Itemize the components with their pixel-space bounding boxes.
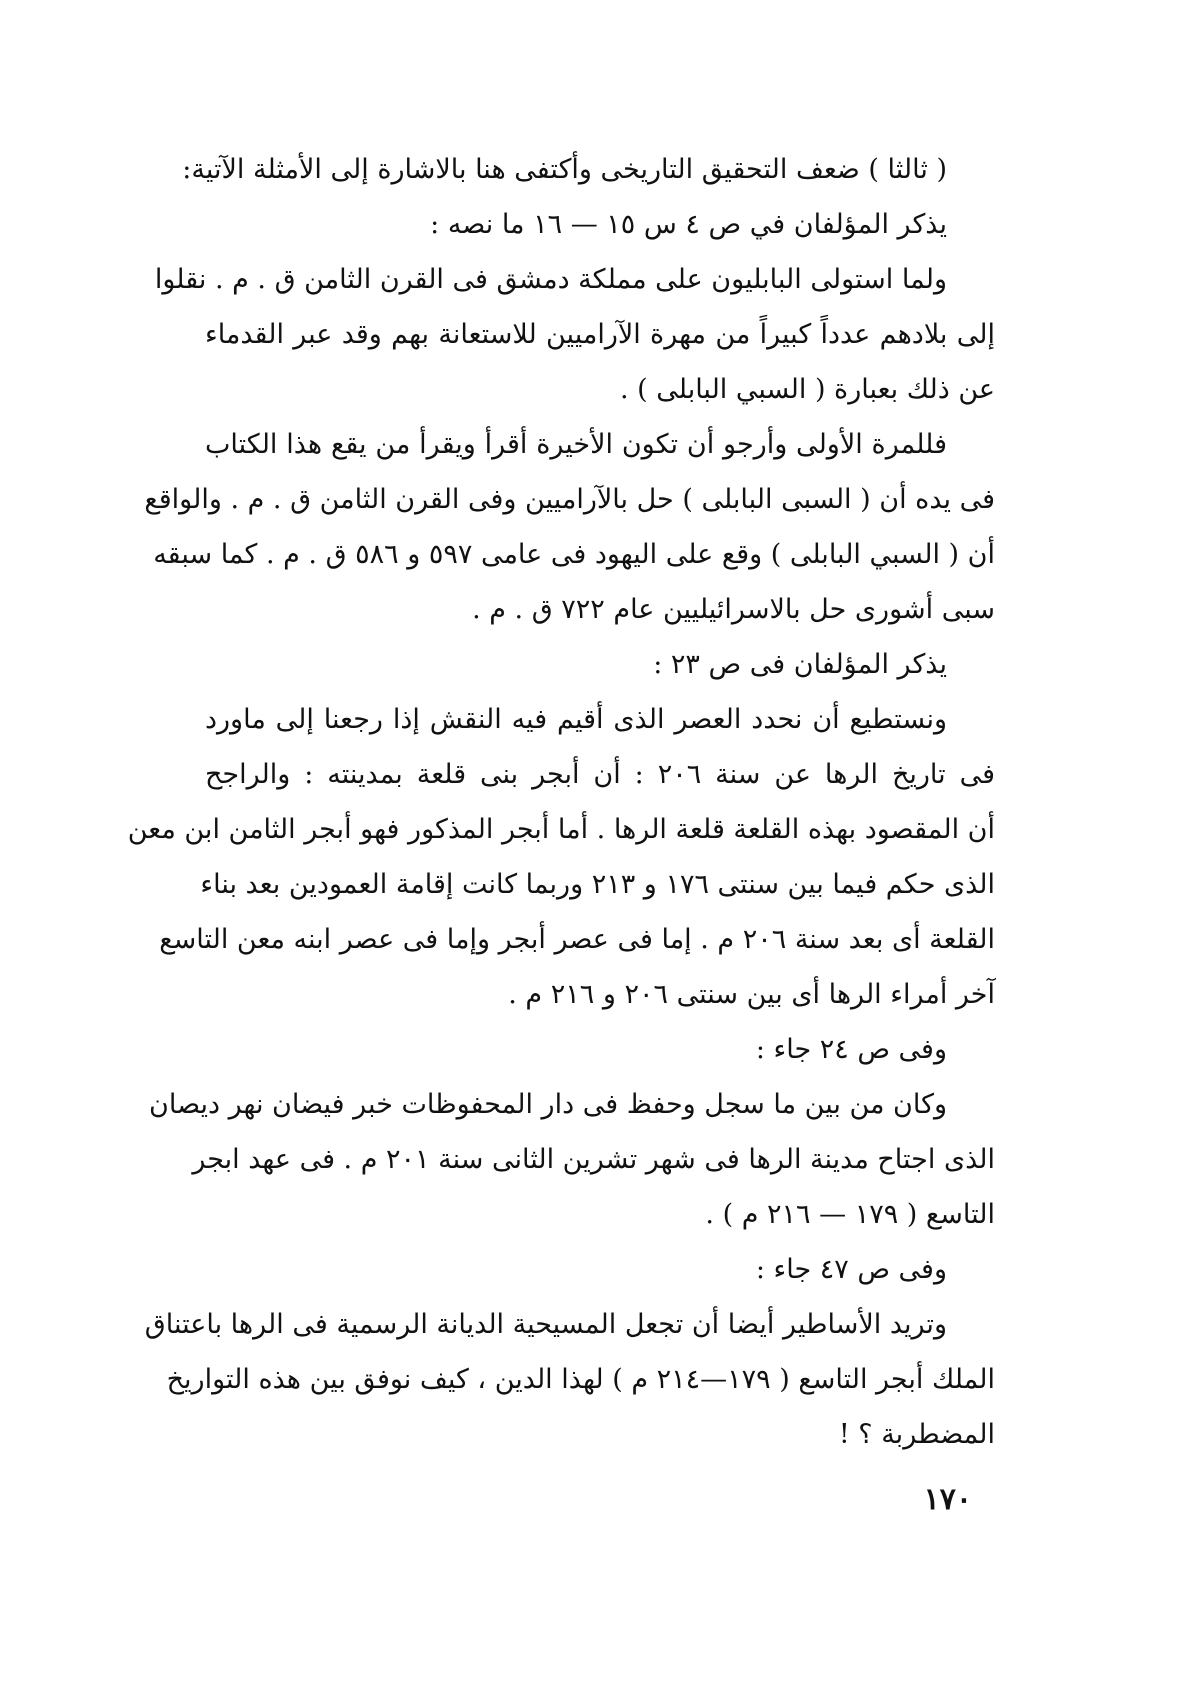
paragraph-line: أن ( السبي البابلى ) وقع على اليهود فى عامى ٥٩٧ و ٥٨٦ ق . م . كما سبقه bbox=[153, 539, 995, 570]
citation-line: وفى ص ٤٧ جاء : bbox=[755, 1254, 947, 1285]
quote-line: الذى اجتاح مدينة الرها فى شهر تشرين الثانى سنة ٢٠١ م . فى عهد ابجر bbox=[192, 1144, 995, 1175]
quote-line: ونستطيع أن نحدد العصر الذى أقيم فيه النقش إذا رجعنا إلى ماورد bbox=[205, 704, 947, 735]
paragraph-line: فى يده أن ( السبى البابلى ) حل بالآراميين وفى القرن الثامن ق . م . والواقع bbox=[144, 484, 995, 515]
paragraph-line: سبى أشورى حل بالاسرائيليين عام ٧٢٢ ق . م . bbox=[472, 594, 995, 625]
citation-line: يذكر المؤلفان في ص ٤ س ١٥ — ١٦ ما نصه : bbox=[430, 209, 947, 240]
quote-line: وتريد الأساطير أيضا أن تجعل المسيحية الديانة الرسمية فى الرها باعتناق bbox=[144, 1309, 947, 1340]
quote-line: القلعة أى بعد سنة ٢٠٦ م . إما فى عصر أبجر وإما فى عصر ابنه معن التاسع bbox=[159, 924, 995, 955]
quote-line: إلى بلادهم عدداً كبيراً من مهرة الآراميين للاستعانة بهم وقد عبر القدماء bbox=[205, 319, 995, 350]
quote-line: ولما استولى البابليون على مملكة دمشق فى القرن الثامن ق . م . نقلوا bbox=[154, 264, 947, 295]
quote-line: آخر أمراء الرها أى بين سنتى ٢٠٦ و ٢١٦ م . bbox=[508, 979, 995, 1010]
citation-line: وفى ص ٢٤ جاء : bbox=[755, 1034, 947, 1065]
citation-line: يذكر المؤلفان فى ص ٢٣ : bbox=[653, 649, 947, 680]
quote-line: المضطربة ؟ ! bbox=[838, 1419, 995, 1450]
paragraph-line: فللمرة الأولى وأرجو أن تكون الأخيرة أقرأ ويقرأ من يقع هذا الكتاب bbox=[205, 429, 947, 460]
quote-line: فى تاريخ الرها عن سنة ٢٠٦ : أن أبجر بنى قلعة بمدينته : والراجح bbox=[205, 759, 996, 790]
page-body bbox=[127, 150, 996, 1470]
page-number: ١٧٠ bbox=[923, 1482, 972, 1517]
quote-line: التاسع ( ١٧٩ — ٢١٦ م ) . bbox=[705, 1199, 995, 1230]
quote-line: أن المقصود بهذه القلعة قلعة الرها . أما أبجر المذكور فهو أبجر الثامن ابن معن bbox=[127, 814, 995, 845]
quote-line: الذى حكم فيما بين سنتى ١٧٦ و ٢١٣ وربما كانت إقامة العمودين بعد بناء bbox=[200, 869, 995, 900]
quote-line: الملك أبجر التاسع ( ١٧٩—٢١٤ م ) لهذا الدين ، كيف نوفق بين هذه التواريخ bbox=[166, 1364, 995, 1395]
section-heading: ( ثالثا ) ضعف التحقيق التاريخى وأكتفى هنا بالاشارة إلى الأمثلة الآتية: bbox=[182, 154, 947, 185]
quote-line: وكان من بين ما سجل وحفظ فى دار المحفوظات خبر فيضان نهر ديصان bbox=[149, 1089, 947, 1120]
quote-line: عن ذلك بعبارة ( السبي البابلى ) . bbox=[619, 374, 995, 405]
